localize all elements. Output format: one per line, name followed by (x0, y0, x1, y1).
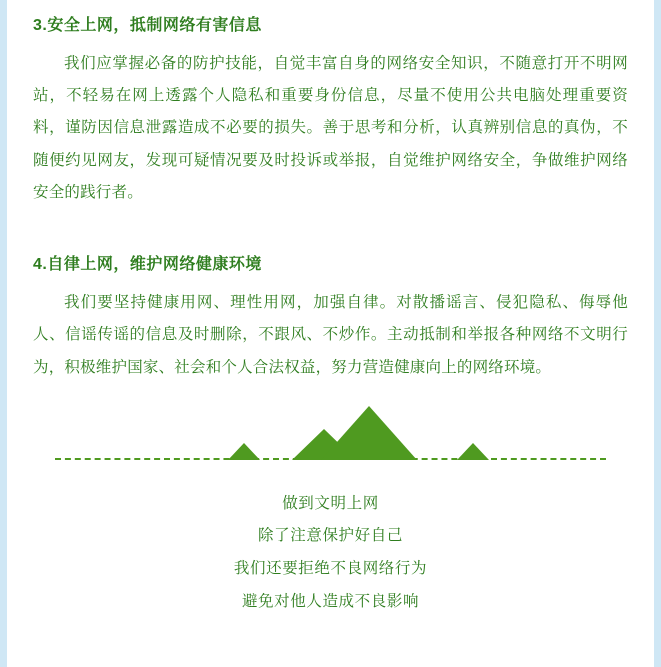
section-heading-3: 3.安全上网，抵制网络有害信息 (33, 17, 262, 34)
closing-line-1: 做到文明上网 (282, 494, 379, 512)
mountain-divider-illustration (33, 410, 628, 482)
mountain-small-left-icon (228, 443, 260, 460)
section-safe-internet (33, 14, 628, 209)
closing-line-4: 避免对他人造成不良影响 (241, 592, 420, 610)
mountain-small-right-icon (457, 443, 489, 460)
closing-line-2: 除了注意保护好自己 (258, 527, 403, 545)
section-self-discipline (33, 253, 628, 384)
mountain-large-icon (321, 406, 417, 460)
section-body-4: 我们要坚持健康用网、理性用网，加强自律。对散播谣言、侵犯隐私、侮辱他人、信谣传谣的信息及时删除，不跟风、不炒作。主动抵制和举报各种网络不文明行为，积极维护国家、社会和个人合法权益，努力营造健康向上的网络环境。 (33, 294, 628, 376)
section-heading-4: 4.自律上网，维护网络健康环境 (33, 256, 262, 274)
closing-line-3: 我们还要拒绝不良网络行为 (233, 559, 428, 577)
closing-message (33, 488, 628, 618)
section-body-3: 我们应掌握必备的防护技能，自觉丰富自身的网络安全知识，不随意打开不明网站，不轻易在网上透露个人隐私和重要身份信息，尽量不使用公共电脑处理重要资料，谨防因信息泄露造成不必要的损失。善于思考和分析，认真辨别信息的真伪，不随便约见网友，发现可疑情况要及时投诉或举报，自觉维护网络安全，争做维护网络安全的践行者。 (33, 55, 628, 201)
document-content (7, 0, 654, 618)
section-spacer (33, 235, 628, 253)
